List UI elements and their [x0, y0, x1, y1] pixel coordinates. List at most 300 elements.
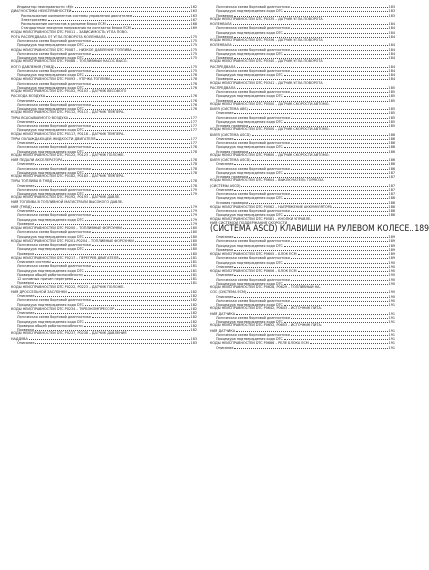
toc-entry-title: КОДЫ НЕИСПРАВНОСТЕЙ DTC P0011 – ЗАВИСИМОСТЬ УГЛА ПОВО-	[11, 29, 129, 34]
toc-entry-page-number: 180	[190, 243, 197, 247]
toc-entry-page-number: 181	[190, 260, 197, 264]
toc-left-column	[11, 4, 197, 344]
toc-entry-title: Процедура подтверждения кода DTC	[216, 145, 283, 150]
toc-entry-page-number: 189	[388, 239, 395, 244]
toc-entry-title: Процедура подтверждения кода DTC	[216, 30, 283, 35]
toc-entry-title: Логическая схема бортовой диагностики	[17, 230, 91, 235]
toc-entry-title: НИЯ (ТНВД)	[11, 204, 32, 209]
toc-entry-page-number: 169	[190, 26, 197, 31]
toc-entry-title: Описание	[17, 183, 35, 188]
toc-entry-title: КОДЫ НЕИСПРАВНОСТЕЙ DTC P0336 – ДАТЧИК УГЛА ПОВОРОТА	[210, 38, 323, 42]
toc-entry-page-number: 180	[190, 238, 197, 243]
toc-entry-title: Логическая схема бортовой диагностики	[216, 5, 290, 9]
toc-entry-page-number: 176	[190, 98, 197, 103]
toc-entry-title: Условия проверки	[216, 149, 249, 154]
toc-entry-title: ТУРЫ ТОПЛИВА В ТНВД	[11, 179, 53, 184]
toc-entry-title: НИЯ ДРОССЕЛЬНОЙ ЗАСЛОНКИ	[11, 289, 67, 294]
toc-entry-page-number: 184	[388, 26, 395, 31]
toc-entry-page-number: 175	[190, 34, 197, 39]
toc-entry-title: Условия проверки	[216, 124, 249, 128]
toc-entry-title: Проверка	[216, 56, 234, 60]
toc-entry-page-number: 178	[190, 149, 197, 154]
toc-entry-page-number: 183	[388, 5, 395, 9]
toc-entry-page-number: 176	[190, 94, 197, 99]
toc-entry-title: Процедура подтверждения кода DTC	[17, 128, 84, 133]
toc-entry-page-number: 185	[388, 107, 395, 111]
toc-entry-title: КОДЫ НЕИСПРАВНОСТЕЙ DTC P0234 – ТУРБОКОМПРЕССОР	[11, 306, 115, 311]
toc-entry-page-number: 180	[190, 226, 197, 230]
toc-entry-page-number: 185	[388, 98, 395, 103]
toc-entry-title: Процедура подтверждения кода DTC	[216, 9, 283, 14]
toc-entry-page-number: 189	[388, 252, 395, 256]
toc-entry-title: КОДЫ НЕИСПРАВНОСТЕЙ DTC P0192, P0193 – ДАТЧИК ДАВЛЕ-	[11, 195, 121, 200]
toc-entry-page-number: 175	[190, 47, 197, 52]
toc-entry-page-number: 175	[190, 43, 197, 48]
toc-entry-title: Процедура подтверждения кода DTC	[216, 73, 283, 77]
toc-entry-page-number: 183	[388, 13, 395, 18]
toc-entry-title: КОЛЕНВАЛА	[210, 22, 232, 26]
toc-entry-title: Описание	[216, 273, 234, 278]
toc-entry-page-number: 177	[190, 136, 197, 141]
toc-entry-page-number: 191	[388, 337, 395, 341]
toc-entry-title: КОДЫ НЕИСПРАВНОСТЕЙ DTC P0340 – ДАТЧИК УГЛА ПОВОРОТА	[210, 59, 323, 64]
toc-entry-page-number: 186	[388, 141, 395, 145]
toc-entry-title: Описание	[216, 136, 234, 141]
toc-entry-title: Логическая схема бортовой диагностики	[17, 145, 91, 150]
toc-entry-title: КОЛЕНВАЛА	[210, 43, 232, 48]
toc-entry-page-number: 177	[190, 141, 197, 145]
toc-entry-title: Логическая схема бортовой диагностики	[17, 315, 91, 320]
toc-entry-page-number: 182	[190, 306, 197, 311]
toc-entry-title: Процедура подтверждения кода DTC	[216, 94, 283, 99]
toc-entry-title: НИЯ ДАТЧИКА	[210, 328, 236, 333]
toc-entry-page-number: 191	[388, 341, 395, 346]
toc-entry-page-number: 187	[388, 170, 395, 175]
toc-entry-page-number: 178	[190, 179, 197, 184]
toc-entry-page-number: 187	[388, 183, 395, 188]
toc-entry-page-number: 181	[190, 255, 197, 260]
toc-entry	[11, 340, 197, 344]
toc-entry-page-number: 179	[190, 221, 197, 226]
toc-entry-page-number: 182	[190, 302, 197, 307]
toc-entry-title: Логическая схема бортовой диагностики	[216, 47, 290, 52]
toc-entry-title: КОДЫ НЕИСПРАВНОСТЕЙ DTC P0605 – БЛОК ECM	[210, 252, 297, 256]
toc-entry-title: Электросхемы	[21, 17, 47, 22]
toc-entry-page-number: 189	[388, 235, 395, 239]
toc-entry-page-number: 189	[414, 224, 429, 234]
toc-entry-title: Описание	[17, 98, 35, 103]
toc-entry-title: Процедура подтверждения кода DTC	[17, 170, 84, 175]
toc-entry-title: Описание	[216, 264, 234, 269]
toc-entry-page-number: 181	[190, 277, 197, 281]
toc-entry-title: КОДЫ НЕИСПРАВНОСТЕЙ DTC P0600 – ДАТЧИК СКОРОСТИ АВТОМО-	[210, 152, 330, 157]
toc-entry-page-number: 178	[190, 170, 197, 175]
toc-entry-page-number: 186	[388, 136, 395, 141]
toc-entry-page-number: 188	[388, 204, 395, 209]
toc-entry-title: Процедура подтверждения кода DTC	[216, 51, 283, 56]
toc-entry-title: Логическая схема бортовой диагностики	[17, 68, 91, 73]
toc-entry-title: КОДЫ НЕИСПРАВНОСТЕЙ DTC P0341 – ДАТЧИК УГЛА ПОВОРОТА	[210, 80, 323, 85]
toc-entry-title: Процедура подтверждения кода DTC	[17, 56, 84, 60]
toc-entry-title: Условия проверки	[216, 175, 249, 179]
toc-entry-title: РАСХОДА ВОЗДУХА	[11, 94, 46, 99]
toc-entry-page-number: 176	[190, 107, 197, 111]
toc-entry-page-number: 190	[388, 281, 395, 286]
toc-entry-page-number: 182	[190, 298, 197, 303]
toc-entry-page-number: 188	[388, 209, 395, 213]
toc-entry-title: КОДЫ НЕИСПРАВНОСТЕЙ DTC P0093 – УТЕЧКА ТОПЛИВА	[11, 77, 111, 82]
toc-entry-title: КОДЫ НЕИСПРАВНОСТЕЙ DTC P0642, P0643 – ИСТОЧНИК ПИТА-	[210, 306, 322, 311]
toc-right-column	[210, 4, 429, 350]
toc-entry-page-number: 176	[190, 85, 197, 90]
toc-entry-title: КОДЫ НЕИСПРАВНОСТЕЙ DTC P0335 – ДАТЧИК УГЛА ПОВОРОТА	[210, 16, 323, 21]
toc-entry-title: Проверка	[17, 221, 35, 226]
toc-entry-page-number: 178	[190, 162, 197, 167]
toc-entry-title: ТУРЫ ОХЛАЖДАЮЩЕЙ ЖИДКОСТИ ДВИГАТЕЛЯ	[11, 136, 96, 141]
toc-entry-page-number: 184	[388, 56, 395, 60]
toc-entry-page-number: 184	[388, 47, 395, 52]
toc-entry-title: Процедура подтверждения кода DTC	[216, 243, 283, 248]
toc-entry-title: Логическая схема бортовой диагностики	[216, 68, 290, 73]
toc-entry-title: КОДЫ НЕИСПРАВНОСТЕЙ DTC P0686 – РЕЛЕ БЛОКА ECM	[210, 341, 309, 346]
toc-entry-page-number: 183	[190, 336, 197, 341]
toc-entry-page-number: 183	[388, 9, 395, 14]
toc-entry-title: Логическая схема бортовой диагностики	[17, 51, 91, 56]
toc-entry-page-number: 186	[388, 158, 395, 162]
toc-entry-title: Процедура подтверждения кода DTC	[17, 192, 84, 196]
toc-entry-title: Логическая схема бортовой диагностики	[17, 102, 91, 107]
toc-entry-page-number: 190	[388, 277, 395, 282]
toc-entry-title: Проверка общей работоспособности	[17, 323, 83, 328]
toc-entry-title: Логическая схема бортовой диагностики	[17, 124, 91, 128]
toc-entry-title: Проверка	[17, 251, 35, 256]
toc-entry-title: КОДЫ НЕИСПРАВНОСТЕЙ DTC P0652, P0653 – ИСТОЧНИК ПИТА-	[210, 323, 322, 328]
toc-entry-page-number: 185	[388, 124, 395, 128]
toc-entry-page-number: 187	[388, 187, 395, 192]
toc-entry-title: Процедура подтверждения кода DTC	[216, 260, 283, 265]
toc-entry-title: Логическая схема бортовой диагностики	[17, 166, 91, 171]
toc-entry-title: РОТА РАСПРЕДВАЛА ОТ УГЛА ПОВОРОТА КОЛЕНВАЛА	[11, 34, 106, 39]
toc-entry-title: Проверка	[17, 281, 35, 286]
toc-entry-title: КОДЫ НЕИСПРАВНОСТЕЙ DTC P0500 – ДАТЧИК СКОРОСТИ АВТОМО-	[210, 101, 330, 106]
toc-entry-title: КОДЫ НЕИСПРАВНОСТЕЙ DTC P0117, P0118 – ДАТЧИК ТЕМПЕРА-	[11, 131, 125, 136]
toc-entry-page-number: 181	[190, 272, 197, 277]
toc-entry-title: РАСПРЕДВАЛА	[210, 85, 236, 90]
toc-entry-page-number: 163	[190, 13, 197, 18]
toc-entry-title: Описание	[17, 209, 35, 213]
toc-entry-title: ТУРЫ ВСАСЫВАЕМОГО ВОЗДУХА	[11, 115, 69, 120]
toc-entry-title: Стандартные значения напряжения на контактах блока ECM	[21, 26, 131, 31]
toc-entry-title: Описание	[17, 311, 35, 315]
toc-entry-title: Процедура подтверждения кода DTC	[17, 247, 84, 252]
toc-entry-page-number: 179	[190, 204, 197, 209]
toc-entry-title: Логическая схема бортовой диагностики	[216, 115, 290, 120]
toc-entry-title: Процедура подтверждения кода DTC	[17, 85, 84, 90]
toc-entry-page-number: 191	[388, 320, 395, 324]
toc-entry-page-number: 181	[190, 268, 197, 273]
toc-entry-title: Процедура подтверждения кода DTC	[216, 337, 283, 341]
toc-entry-page-number: 191	[388, 345, 395, 350]
toc-entry-title: Процедура подтверждения кода DTC	[17, 43, 84, 48]
toc-entry-title: Процедура подтверждения кода DTC	[17, 73, 84, 77]
toc-entry-page-number: 183	[190, 340, 197, 345]
toc-entry-page-number: 184	[388, 34, 395, 39]
toc-entry-page-number: 191	[388, 303, 395, 307]
toc-entry-title: Логическая схема бортовой диагностики	[216, 166, 290, 171]
toc-entry-title: КОДЫ НЕИСПРАВНОСТЕЙ DTC P0200 – ТОПЛИВНЫЕ ФОРСУНКИ	[11, 226, 122, 230]
toc-entry-title: Проверка общей работоспособности	[17, 272, 83, 277]
toc-entry-page-number: 189	[388, 247, 395, 252]
toc-entry-title: (СИСТЕМЫ ASCD)	[210, 183, 241, 188]
toc-entry-page-number: 176	[190, 77, 197, 82]
toc-entry-page-number: 182	[190, 294, 197, 298]
toc-entry-page-number: 191	[388, 315, 395, 320]
toc-entry-title: НАДДУВА	[11, 336, 28, 341]
toc-entry-title: Процедура подтверждения кода DTC	[216, 320, 283, 324]
toc-entry-page-number: 187	[388, 192, 395, 196]
toc-entry-title: Описание	[216, 294, 234, 299]
toc-entry-page-number: 175	[190, 68, 197, 73]
toc-entry-title: КОДЫ НЕИСПРАВНОСТЕЙ DTC P0087 – НИЗКОЕ ДАВЛЕНИЕ ТОПЛИВА	[11, 47, 132, 52]
toc-entry-page-number: 190	[388, 298, 395, 303]
toc-entry-title: Описание	[17, 294, 35, 298]
toc-entry-title: Проверка	[216, 34, 234, 39]
toc-entry-page-number: 184	[388, 30, 395, 35]
toc-entry-page-number: 167	[190, 17, 197, 22]
toc-entry-page-number: 190	[388, 294, 395, 299]
toc-entry-title: КОДЫ НЕИСПРАВНОСТЕЙ DTC P0112, P0113 – ДАТЧИК ТЕМПЕРА-	[11, 110, 125, 115]
toc-entry-title: ДИАГНОСТИКА НЕИСПРАВНОСТЕЙ	[11, 9, 72, 14]
toc-entry-title: Описание	[216, 162, 234, 167]
toc-entry-page-number: 177	[190, 124, 197, 128]
toc-entry-title: Проверка	[216, 13, 234, 18]
toc-entry-title: НИЯ ТОПЛИВА В ТОПЛИВНОЙ МАГИСТРАЛИ ВЫСОКОГО ДАВЛЕ-	[11, 199, 124, 204]
toc-entry-page-number: 163	[190, 9, 197, 14]
toc-entry-title: Логическая схема бортовой диагностики	[216, 277, 290, 282]
toc-entry-page-number: 189	[388, 256, 395, 261]
toc-entry-title: Процедура подтверждения кода DTC	[216, 170, 283, 175]
toc-entry-page-number: 178	[190, 166, 197, 171]
toc-entry-page-number: 182	[190, 311, 197, 315]
toc-entry	[210, 224, 429, 234]
toc-entry-page-number: 176	[190, 102, 197, 107]
toc-entry-page-number: 168	[190, 22, 197, 26]
toc-entry-title: КОДЫ НЕИСПРАВНОСТЕЙ DTC P0201-P0204 – ТОПЛИВНЫЕ ФОРСУНКИ	[11, 238, 134, 243]
toc-entry-page-number: 180	[190, 230, 197, 235]
toc-entry-title: Проверка	[216, 77, 234, 82]
toc-entry-title: Описание	[17, 119, 35, 124]
toc-entry-title: Расположение компонентов системы управления двигателем	[21, 13, 133, 18]
toc-entry-title: НИЯ СИСТЕМОЙ ПОДДЕРЖАНИЯ СКОРОСТИ	[210, 220, 288, 225]
toc-entry-page-number: 179	[190, 217, 197, 222]
toc-entry-title: Процедура подтверждения кода DTC	[216, 213, 283, 218]
toc-entry-title: Описание	[216, 187, 234, 192]
toc-entry-page-number: 190	[388, 260, 395, 265]
toc-entry-title: Описание системы	[17, 260, 51, 264]
toc-entry-title: КОДЫ НЕИСПРАВНОСТЕЙ DTC P0581 – КНОПКИ УПРАВЛЕ-	[210, 216, 312, 221]
toc-entry-title: Логическая схема бортовой диагностики	[17, 298, 91, 303]
toc-entry-title: КОДЫ НЕИСПРАВНОСТЕЙ DTC P0500 – ДАТЧИК СКОРОСТИ АВТОМО-	[210, 127, 330, 132]
toc-entry-page-number: 177	[190, 115, 197, 120]
toc-entry-page-number: 188	[388, 200, 395, 205]
toc-entry-title: Логическая схема бортовой диагностики	[216, 26, 290, 31]
toc-entry-title: Логическая схема бортовой диагностики	[17, 213, 91, 218]
toc-entry-page-number: 184	[388, 68, 395, 73]
toc-entry-page-number: 189	[388, 243, 395, 248]
toc-entry-title: БИЛЯ (СИСТЕМА ASCD)	[210, 132, 251, 137]
toc-entry-title: Логическая схема бортовой диагностики	[216, 209, 290, 213]
toc-entry-page-number: 186	[388, 132, 395, 137]
toc-entry-page-number: 186	[388, 162, 395, 167]
toc-entry-title: БИЛЯ (СИСТЕМА ASCD)	[210, 158, 251, 162]
toc-entry-page-number: 185	[388, 85, 395, 90]
toc-entry-page-number: 184	[388, 22, 395, 26]
toc-entry-page-number: 188	[388, 196, 395, 201]
toc-entry-title: Условия проверки	[216, 200, 249, 205]
toc-entry-title: Расположение контактов в разъеме блока ECM	[21, 22, 106, 26]
toc-entry-page-number: 181	[190, 264, 197, 269]
toc-entry-title: Процедура подтверждения кода DTC	[216, 196, 283, 201]
toc-entry-page-number: 175	[190, 64, 197, 69]
toc-entry-title: КОГО ДАВЛЕНИЯ (ТНВД)	[11, 64, 55, 69]
toc-entry-title: Логическая схема бортовой диагностики	[216, 239, 290, 244]
toc-entry-title: КОДЫ НЕИСПРАВНОСТЕЙ DTC P0628, P0629 – ТОПЛИВНЫЙ НА-	[210, 285, 321, 289]
toc-entry-page-number: 185	[388, 111, 395, 116]
toc-entry-title: Логическая схема бортовой диагностики	[17, 243, 91, 247]
toc-entry-title: СОС (СИСТЕМА ECM)	[210, 290, 247, 295]
toc-entry-page-number: 182	[190, 289, 197, 294]
toc-entry-title: Процедура подтверждения кода DTC	[17, 149, 84, 154]
toc-entry-title: Описание	[216, 345, 234, 350]
toc-entry-title: Проверка	[216, 98, 234, 103]
toc-entry-page-number: 191	[388, 311, 395, 316]
toc-entry-title: КОДЫ НЕИСПРАВНОСТЕЙ DTC P0604 – ВЫКЛЮЧАТЕЛЬ ТОРМОЗА	[210, 178, 324, 183]
toc-entry-page-number: 178	[190, 183, 197, 188]
toc-entry-title: Логическая схема бортовой диагностики	[17, 264, 91, 269]
toc-entry-title: КОДЫ НЕИСПРАВНОСТЕЙ DTC P0088 – ТОПЛИВНЫЙ НАСОС ВЫСО-	[11, 59, 128, 64]
toc-entry-page-number: 180	[190, 247, 197, 252]
toc-entry-title: Логическая схема бортовой диагностики	[216, 256, 290, 261]
toc-entry-title: Описание	[216, 235, 234, 239]
toc-entry-title: КОДЫ НЕИСПРАВНОСТЕЙ DTC P0102, P0103 – ДАТЧИК ВЕСОВОГО	[11, 89, 127, 93]
toc-entry-title: Логическая схема бортовой диагностики	[216, 192, 290, 196]
toc-entry-title: Логическая схема бортовой диагностики	[216, 141, 290, 145]
toc-entry-page-number: 185	[388, 90, 395, 94]
toc-entry-title: Процедура подтверждения кода DTC	[17, 319, 84, 324]
toc-entry-page-number: 184	[388, 77, 395, 82]
toc-entry-title: Логическая схема бортовой диагностики	[216, 315, 290, 320]
toc-entry-title: Описание	[17, 162, 35, 167]
toc-entry-title: РАСПРЕДВАЛА	[210, 64, 236, 69]
toc-entry-title: Логическая схема бортовой диагностики	[17, 39, 91, 43]
toc-entry	[210, 345, 395, 349]
toc-entry-page-number: 182	[190, 319, 197, 324]
toc-entry-page-number: 178	[190, 145, 197, 150]
toc-entry-title: КОДЫ НЕИСПРАВНОСТЕЙ DTC P0562 – НАПРЯЖЕНИЕ АККУМУЛЯТОРА	[210, 204, 332, 209]
toc-entry-page-number: 182	[190, 315, 197, 320]
toc-entry-page-number: 181	[190, 281, 197, 286]
toc-entry-page-number: 191	[388, 328, 395, 333]
toc-entry-page-number: 184	[388, 43, 395, 48]
toc-entry-page-number: 179	[190, 213, 197, 218]
toc-entry-title: (СИСТЕМА ASCD) КЛАВИШИ НА РУЛЕВОМ КОЛЕСЕ	[210, 224, 410, 234]
toc-entry-page-number: 187	[388, 175, 395, 179]
toc-entry-page-number: 179	[190, 192, 197, 196]
toc-entry-page-number: 175	[190, 51, 197, 56]
toc-entry-page-number: 185	[388, 119, 395, 124]
toc-entry-page-number: 175	[190, 56, 197, 60]
toc-entry-title: Проверка	[17, 328, 35, 332]
toc-entry-page-number: 188	[388, 213, 395, 218]
toc-entry-title: КОДЫ НЕИСПРАВНОСТЕЙ DTC P0237, P0238 – ДАТЧИК ДАВЛЕНИЯ	[11, 331, 127, 336]
toc-entry-title: Процедура подтверждения кода DTC	[17, 268, 84, 273]
toc-entry-title: Процедура подтверждения кода DTC	[216, 281, 283, 286]
toc-entry-title: Логическая схема бортовой диагностики	[17, 81, 91, 86]
toc-entry-title: Логическая схема бортовой диагностики	[216, 90, 290, 94]
toc-entry-title: НИЯ ДАТЧИКА	[210, 311, 236, 316]
toc-entry-page-number: 179	[190, 187, 197, 192]
toc-entry-page-number: 184	[388, 51, 395, 56]
toc-entry-page-number: 179	[190, 209, 197, 213]
toc-entry-title: Процедура подтверждения кода DTC	[216, 303, 283, 307]
toc-entry-page-number: 175	[190, 39, 197, 43]
toc-entry-page-number: 177	[190, 128, 197, 133]
toc-entry-page-number: 180	[190, 251, 197, 256]
toc-entry-page-number: 180	[190, 234, 197, 239]
toc-entry-title: Логическая схема бортовой диагностики	[17, 187, 91, 192]
toc-entry-page-number: 182	[190, 323, 197, 328]
toc-entry-page-number: 162	[190, 5, 197, 9]
toc-entry-page-number: 184	[388, 73, 395, 77]
toc-entry-title: Процедура подтверждения кода DTC	[17, 234, 84, 239]
toc-entry-title: КОДЫ НЕИСПРАВНОСТЕЙ DTC P0182, P0183 – ДАТЧИК ТЕМПЕРА-	[11, 174, 125, 178]
toc-entry-title: КОДЫ НЕИСПРАВНОСТЕЙ DTC P0122, P0123 – ДАТЧИК ПОЛОЖЕ-	[11, 152, 125, 157]
toc-entry-page-number: 190	[388, 264, 395, 269]
toc-entry-page-number: 190	[388, 290, 395, 295]
toc-entry-page-number: 190	[388, 269, 395, 273]
toc-entry-title: Процедура подтверждения кода DTC	[17, 217, 84, 222]
toc-entry-title: КОДЫ НЕИСПРАВНОСТЕЙ DTC P0222, P0223 – ДАТЧИК ПОЛОЖЕ-	[11, 284, 125, 289]
toc-entry-title: КОДЫ НЕИСПРАВНОСТЕЙ DTC P0217 – ПЕРЕГРЕВ ДВИГАТЕЛЯ	[11, 255, 119, 260]
toc-entry-page-number: 185	[388, 94, 395, 99]
toc-entry-page-number: 191	[388, 332, 395, 337]
toc-entry-title: Описание	[17, 340, 35, 345]
toc-entry-title: 12 основных причин перегрева	[17, 277, 74, 281]
toc-entry-page-number: 186	[388, 149, 395, 154]
toc-entry-title: Логическая схема бортовой диагностики	[216, 332, 290, 337]
toc-entry-page-number: 186	[388, 166, 395, 171]
toc-entry-title: Процедура подтверждения кода DTC	[216, 119, 283, 124]
toc-entry-page-number: 185	[388, 115, 395, 120]
toc-entry-page-number: 190	[388, 273, 395, 278]
toc-entry-title: НИЯ ПЕДАЛИ АКСЕЛЕРАТОРА	[11, 158, 63, 162]
toc-entry-page-number: 177	[190, 119, 197, 124]
dot-leader	[234, 345, 387, 349]
toc-entry-title: Логическая схема бортовой диагностики	[216, 298, 290, 303]
toc-entry-title: Процедура подтверждения кода DTC	[17, 302, 84, 307]
toc-entry-title: Описание	[216, 111, 234, 116]
toc-entry-title: Индикатор неисправности «MI»	[17, 5, 74, 9]
dot-leader	[35, 340, 189, 344]
toc-entry-page-number: 182	[190, 328, 197, 332]
toc-entry-page-number: 176	[190, 73, 197, 77]
toc-entry-title: Проверка	[216, 247, 234, 252]
toc-entry-page-number: 178	[190, 158, 197, 162]
dot-leader	[410, 227, 413, 231]
toc-entry-title: Процедура подтверждения кода DTC	[17, 107, 84, 111]
toc-entry-title: КОДЫ НЕИСПРАВНОСТЕЙ DTC P0606 – БЛОК ECM	[210, 269, 297, 273]
toc-entry-title: Описание	[17, 141, 35, 145]
